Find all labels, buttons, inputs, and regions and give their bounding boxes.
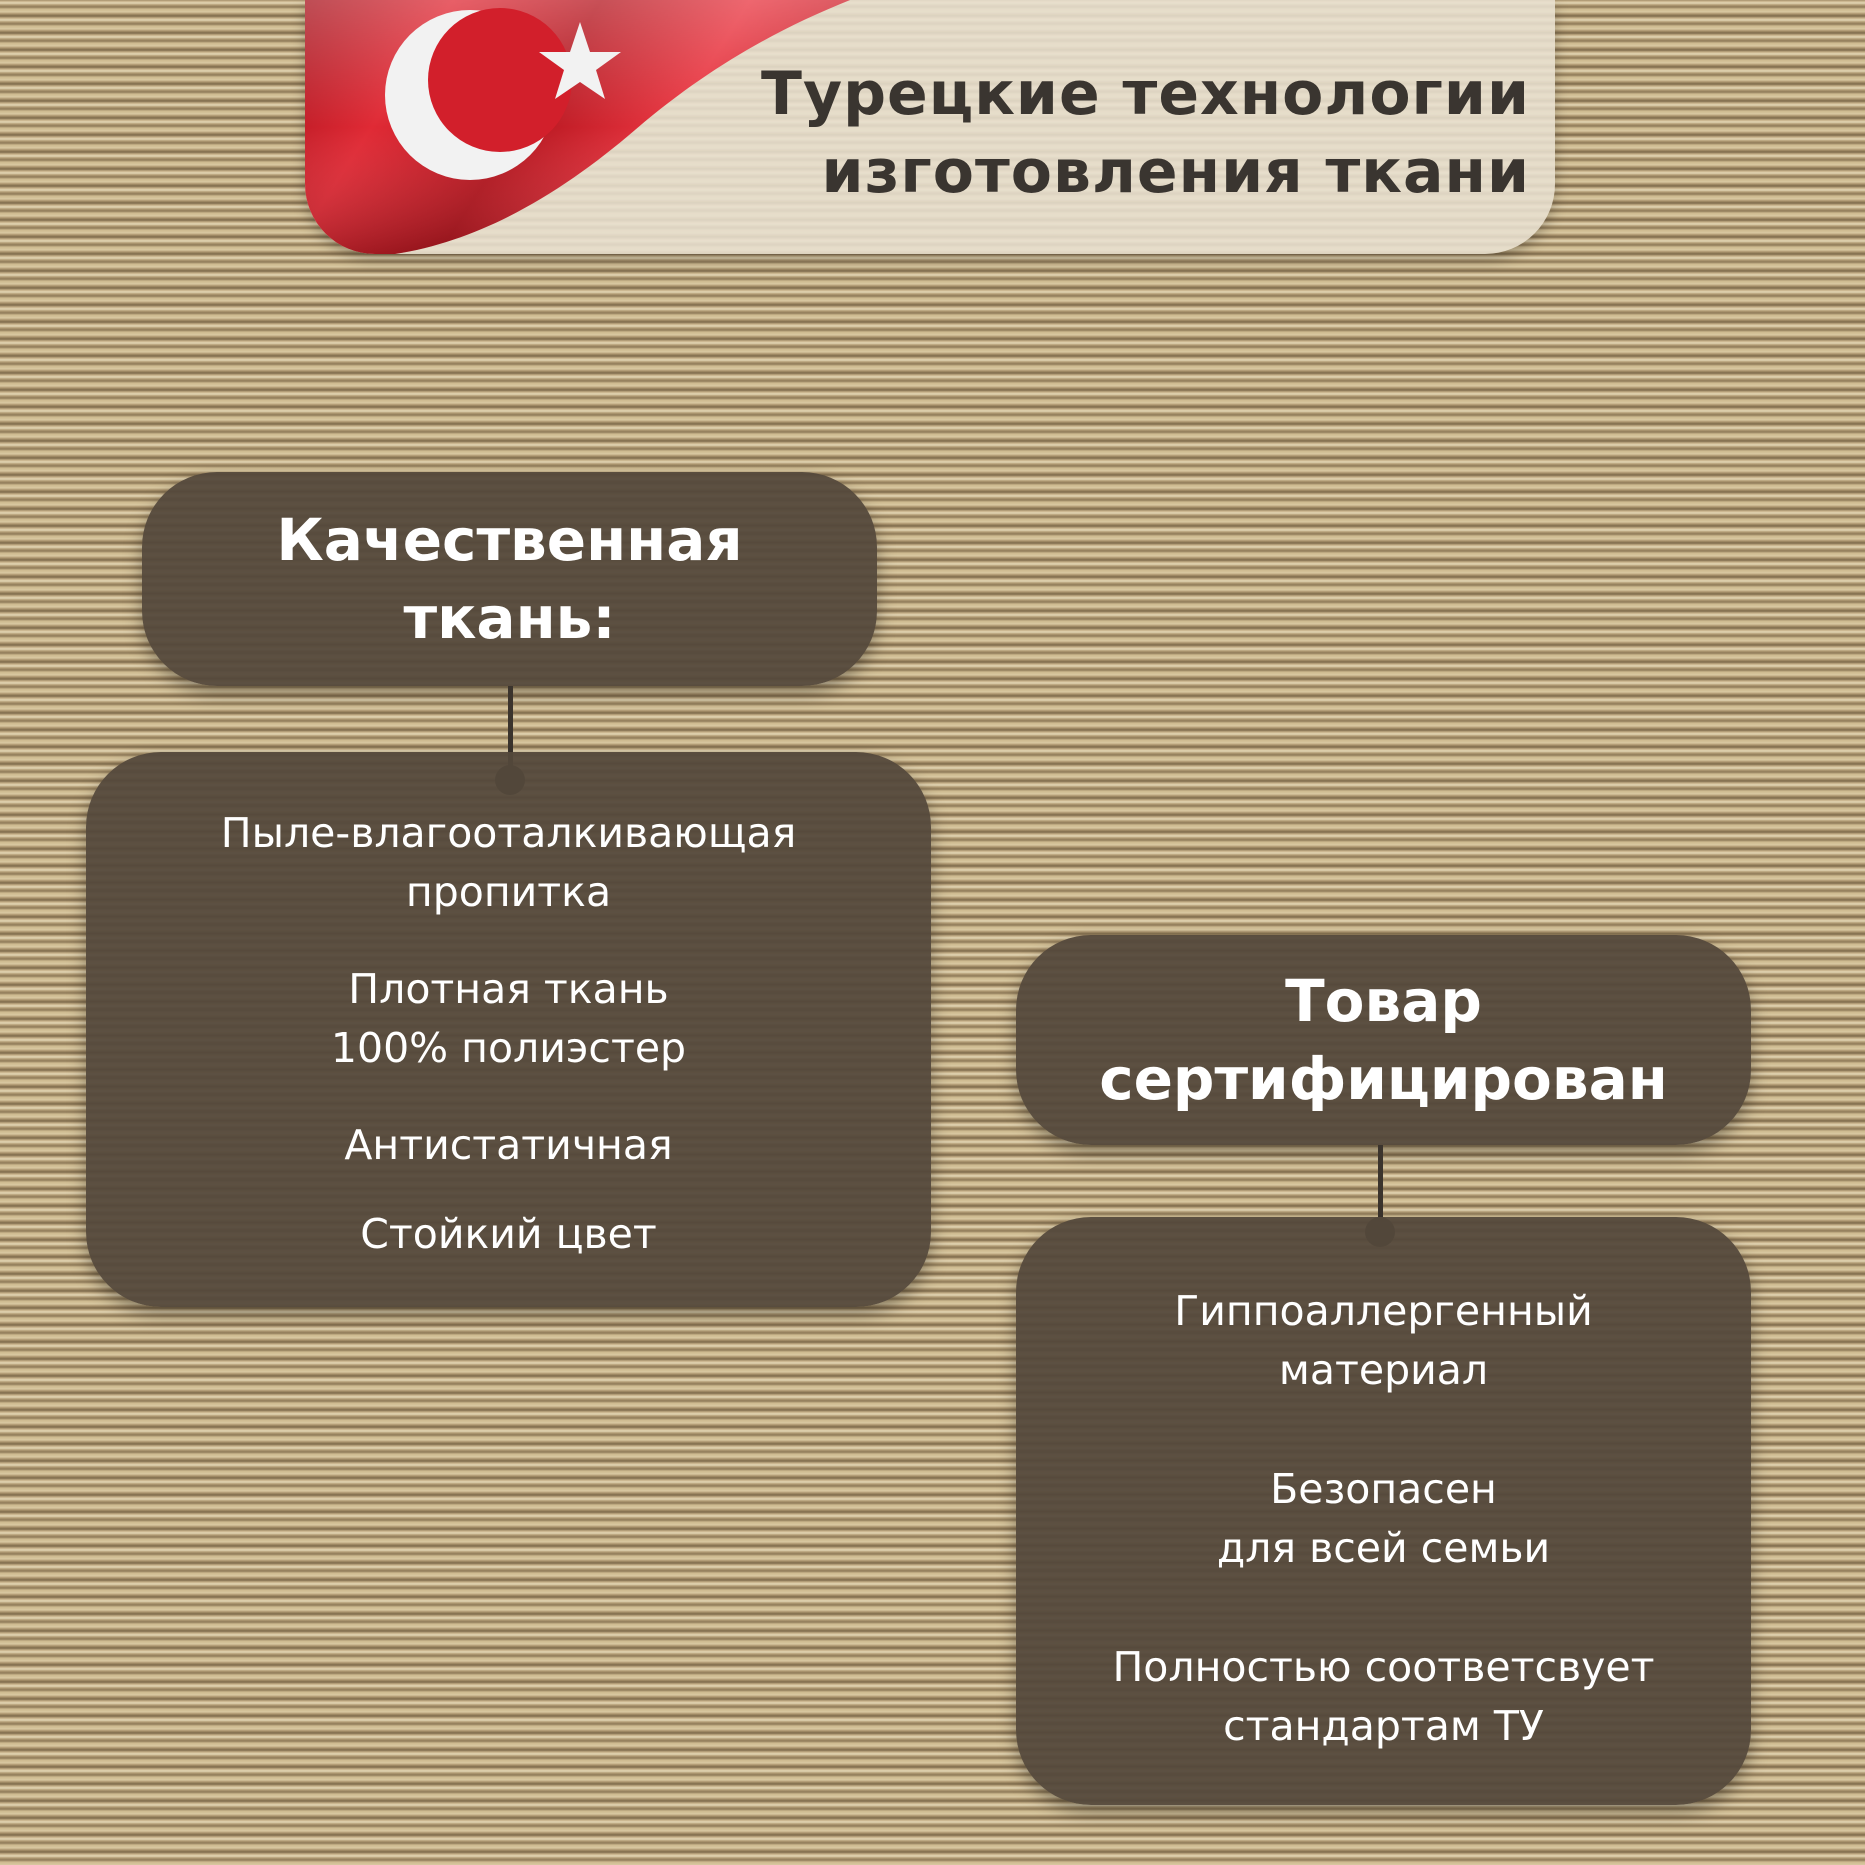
certified-title-line-2: сертифицирован — [1099, 1045, 1668, 1113]
feature-text: Плотная ткань — [348, 965, 669, 1013]
quality-title-line-1: Качественная — [276, 506, 743, 574]
certified-features-list — [1016, 1217, 1751, 1805]
feature-text: Безопасен — [1270, 1465, 1497, 1513]
quality-features-list — [86, 752, 931, 1307]
header-banner — [305, 0, 1555, 254]
feature-item-antistatic — [344, 1116, 672, 1175]
feature-text: для всей семьи — [1216, 1524, 1551, 1572]
feature-text: 100% полиэстер — [330, 1024, 687, 1072]
feature-item-water-repellent — [221, 804, 796, 922]
feature-text: стандартам ТУ — [1223, 1702, 1544, 1750]
feature-text: материал — [1278, 1346, 1489, 1394]
feature-item-hypoallergenic — [1174, 1282, 1593, 1400]
feature-text: Антистатичная — [344, 1121, 673, 1169]
feature-text: Полностью соответсвует — [1112, 1643, 1655, 1691]
header-title — [630, 55, 1530, 211]
feature-item-standards — [1112, 1638, 1654, 1756]
header-title-line-2: изготовления ткани — [821, 137, 1530, 207]
feature-text: Гиппоаллергенный — [1174, 1287, 1593, 1335]
feature-item-dense-fabric — [331, 960, 686, 1078]
feature-text: Стойкий цвет — [360, 1210, 657, 1258]
header-title-line-1: Турецкие технологии — [761, 59, 1530, 129]
certified-section-title — [1016, 935, 1751, 1145]
quality-title-line-2: ткань: — [403, 584, 616, 652]
feature-text: пропитка — [405, 868, 612, 916]
feature-item-colorfast — [360, 1205, 657, 1264]
quality-section-title — [142, 472, 877, 686]
certified-title-line-1: Товар — [1285, 967, 1482, 1035]
feature-text: Пыле-влагооталкивающая — [220, 809, 797, 857]
feature-item-family-safe — [1217, 1460, 1550, 1578]
